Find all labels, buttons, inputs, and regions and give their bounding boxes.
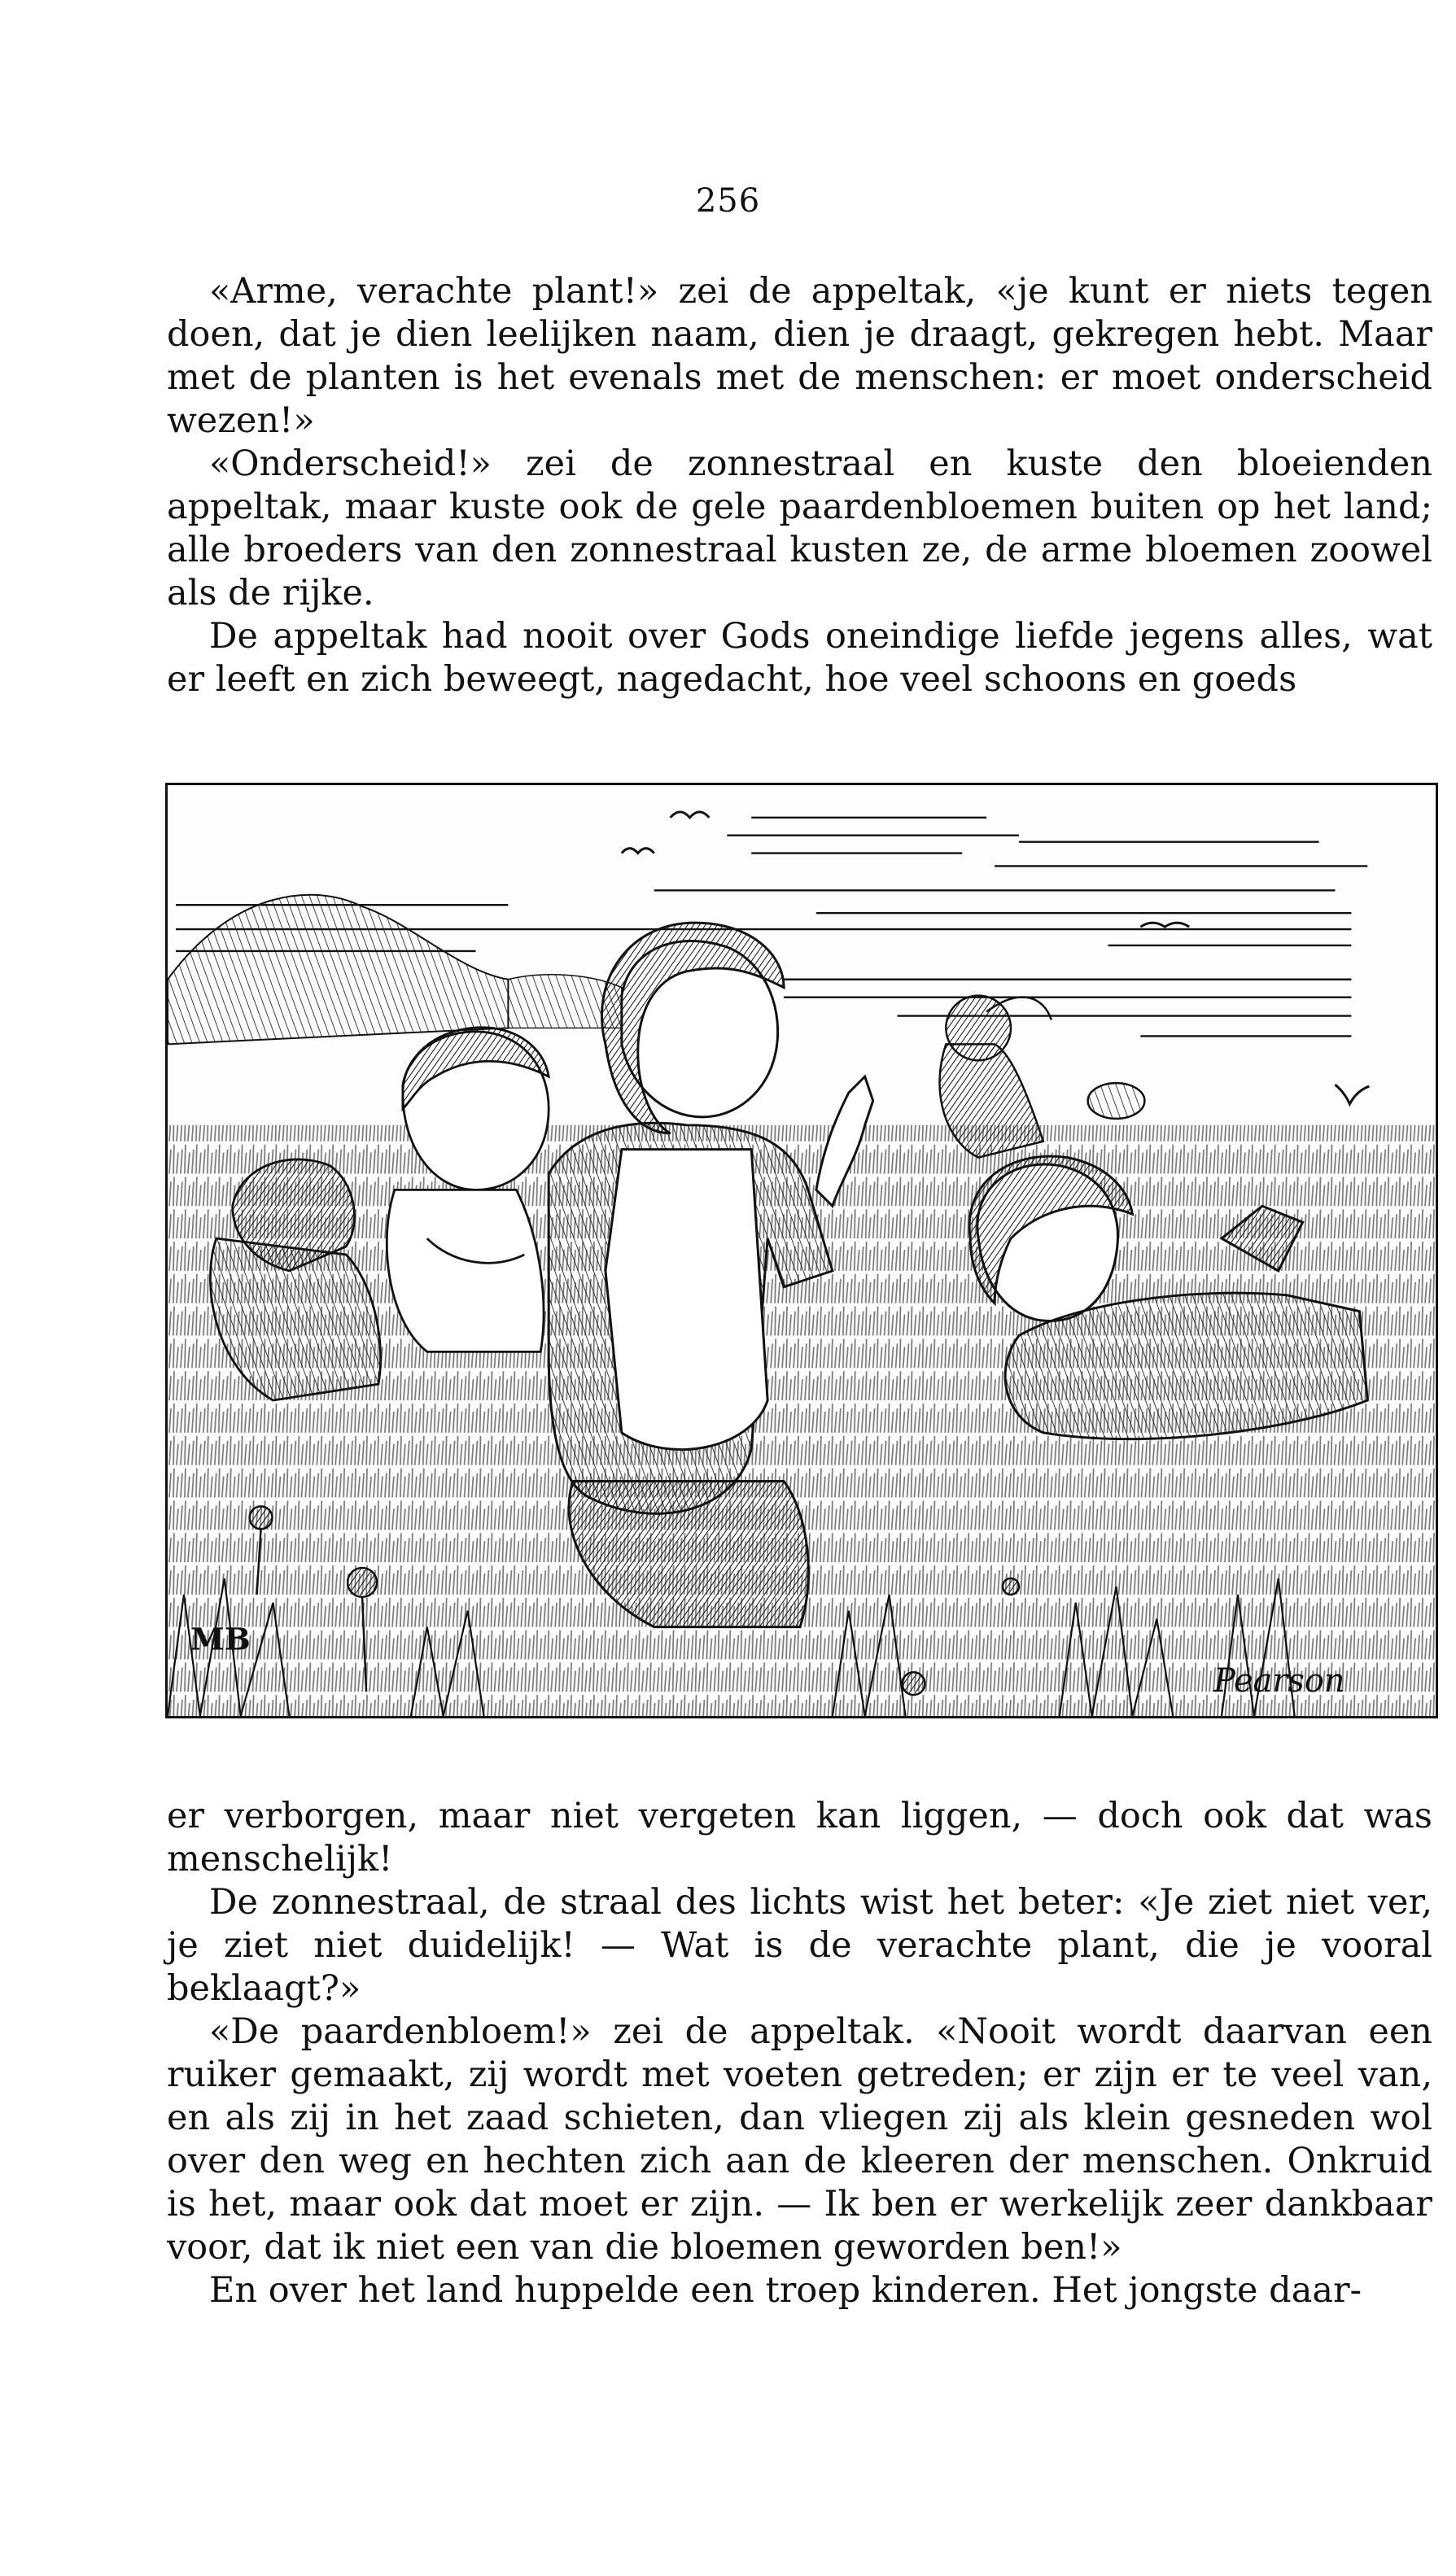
paragraph: En over het land huppelde een troep kinderen. Het jongste daar- (209, 2270, 1362, 2311)
engraving-illustration (165, 783, 1438, 1718)
distant-bushes (168, 895, 508, 1045)
paragraph: «De paardenbloem!» zei de appeltak. «Nooit wordt daarvan een ruiker gemaakt, zij wordt met voeten getreden; er zijn er te veel van, en als zij in het zaad schieten, dan vliegen zij als klein gesneden wol over den weg en hechten zich aan de kleeren der menschen. Onkruid is het, maar ook dat moet er zijn. — Ik ben er werkelijk zeer dankbaar voor, dat ik niet een van die bloemen geworden ben!» (167, 2011, 1432, 2268)
paragraph: er verborgen, maar niet vergeten kan liggen, — doch ook dat was menschelijk! (167, 1796, 1432, 1880)
engraver-signature: Pearson (1213, 1662, 1345, 1701)
text-block-top (167, 270, 1432, 701)
text-block-bottom (167, 1795, 1432, 2312)
children-in-meadow-engraving (168, 785, 1436, 1716)
paragraph: «Arme, verachte plant!» zei de appeltak, «je kunt er niets tegen doen, dat je dien leelijken naam, dien je draagt, gekregen hebt. Maar met de planten is het evenals met de menschen: er moet onderscheid wezen!» (167, 271, 1432, 441)
artist-monogram: MB (190, 1620, 251, 1657)
paragraph: De appeltak had nooit over Gods oneindige liefde jegens alles, wat er leeft en zich beweegt, nagedacht, hoe veel schoons en goeds (167, 616, 1432, 700)
paragraph: De zonnestraal, de straal des lichts wist het beter: «Je ziet niet ver, je ziet niet duidelijk! — Wat is de verachte plant, die je vooral beklaagt?» (167, 1882, 1432, 2009)
paragraph: «Onderscheid!» zei de zonnestraal en kuste den bloeienden appeltak, maar kuste ook de gele paardenbloemen buiten op het land; alle broeders van den zonnestraal kusten ze, de arme bloemen zoowel als de rijke. (167, 443, 1432, 613)
page-number: 256 (695, 182, 761, 220)
